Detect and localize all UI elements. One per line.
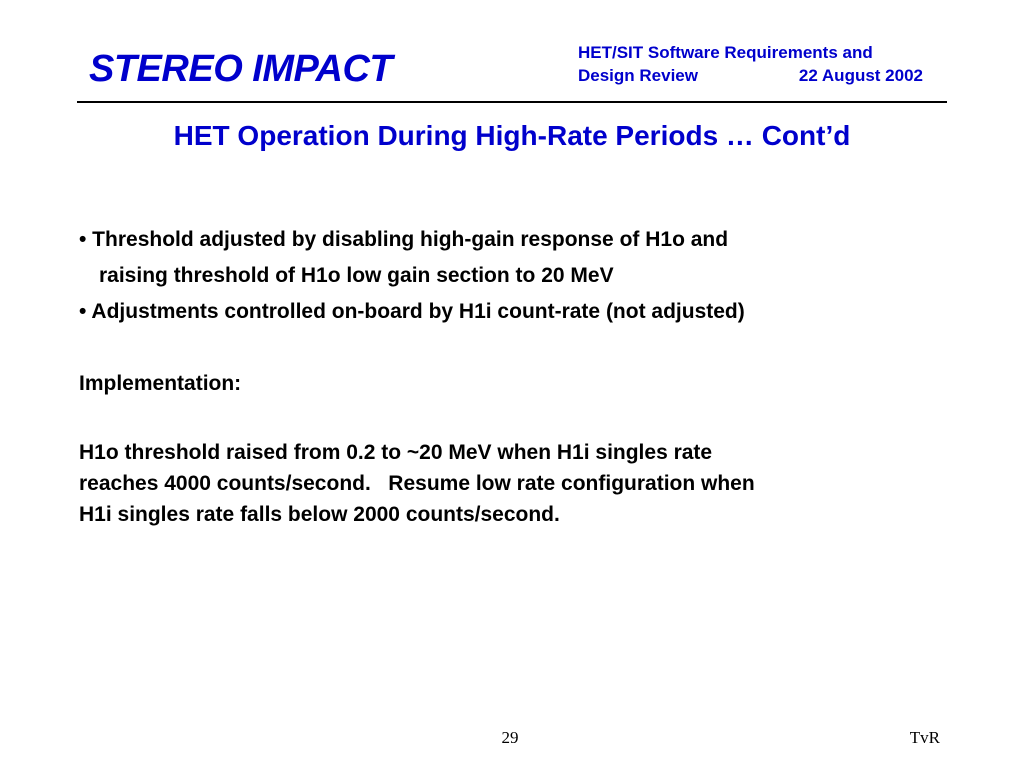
review-subtitle: Design Review: [578, 66, 698, 85]
slide-body: [79, 222, 939, 530]
spacer: [79, 399, 939, 437]
author-initials: TvR: [909, 728, 940, 747]
brand-title: STEREO IMPACT: [89, 48, 393, 90]
bullet-item: • Adjustments controlled on-board by H1i count-rate (not adjusted): [79, 300, 745, 323]
section-heading: Implementation:: [79, 372, 242, 395]
paragraph-line: H1i singles rate falls below 2000 counts/second.: [79, 503, 560, 526]
page-number: 29: [501, 728, 519, 747]
review-date: 22 August 2002: [798, 66, 923, 85]
paragraph-line: reaches 4000 counts/second. Resume low rate configuration when: [79, 472, 755, 495]
review-subtitle-row: [578, 64, 923, 87]
review-title: HET/SIT Software Requirements and: [578, 43, 873, 62]
bullet-item: • Threshold adjusted by disabling high-gain response of H1o and: [79, 228, 729, 251]
spacer: [79, 330, 939, 368]
review-info: [578, 41, 923, 87]
slide-title: HET Operation During High-Rate Periods … Cont’d: [173, 120, 851, 151]
header-divider: [77, 101, 947, 103]
paragraph-line: H1o threshold raised from 0.2 to ~20 MeV when H1i singles rate: [79, 441, 713, 464]
bullet-item-continuation: raising threshold of H1o low gain section to 20 MeV: [99, 264, 614, 287]
